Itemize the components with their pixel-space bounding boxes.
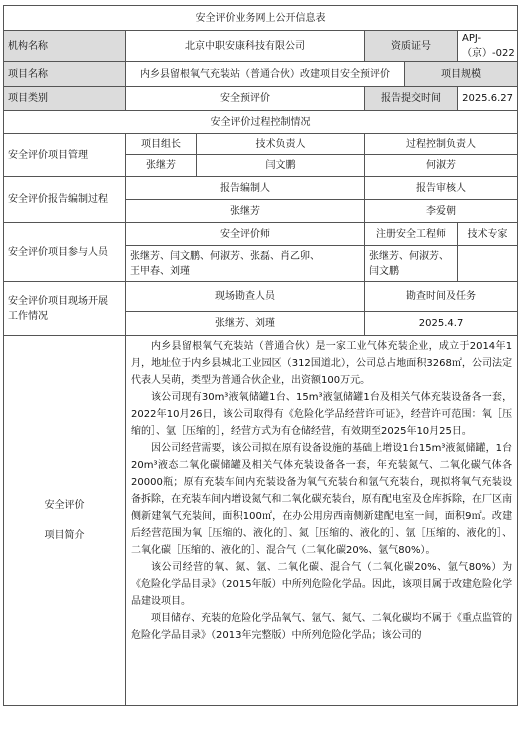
participants-val-engineer <box>365 246 458 282</box>
process-section-title: 安全评价过程控制情况 <box>4 111 518 134</box>
project-type-label: 项目类别 <box>4 87 126 111</box>
report-col-reviewer: 报告审核人 <box>365 177 518 200</box>
intro-paragraph: 该公司现有30m³液氧储罐1台、15m³液氩储罐1台及相关气体充装设备各一套，2022年10月26日，该公司取得有《危险化学品经营许可证》，经营许可范围：氧［压缩的］、氩［压缩的］，经营方式为有仓储经营，有效期至2025年10月25日。 <box>131 392 513 437</box>
report-val-writer: 张继芳 <box>126 200 365 223</box>
management-val-leader: 张继芳 <box>126 155 197 177</box>
participants-label: 安全评价项目参与人员 <box>4 223 126 282</box>
management-val-process: 何淑芳 <box>365 155 518 177</box>
participants-val-expert <box>458 246 518 282</box>
intro-label <box>4 336 126 706</box>
report-col-writer: 报告编制人 <box>126 177 365 200</box>
org-label: 机构名称 <box>4 31 126 62</box>
site-label-line2: 工作情况 <box>8 310 48 322</box>
submit-time-label: 报告提交时间 <box>365 87 458 111</box>
report-val-reviewer: 李爱朝 <box>365 200 518 223</box>
project-scale-label: 项目规模 <box>405 62 518 87</box>
participants-val-evaluator <box>126 246 365 282</box>
intro-paragraph: 该公司经营的氧、氮、氩、二氧化碳、混合气（二氧化碳20%、氩气80%）为《危险化学品目录》（2015年版）中所列危险化学品。因此，该项目属于改建危险化学品建设项目。 <box>131 562 513 607</box>
table-title: 安全评价业务网上公开信息表 <box>4 6 518 31</box>
site-label <box>4 282 126 336</box>
management-col-process: 过程控制负责人 <box>365 134 518 155</box>
management-label: 安全评价项目管理 <box>4 134 126 177</box>
intro-label-line2: 项目简介 <box>44 530 85 541</box>
disclosure-table <box>3 5 518 706</box>
participants-val-evaluator-line2: 王甲春、刘瑾 <box>130 265 190 277</box>
cert-label: 资质证号 <box>365 31 458 62</box>
participants-col-evaluator: 安全评价师 <box>126 223 365 246</box>
intro-paragraph: 内乡县留根氧气充装站（普通合伙）是一家工业气体充装企业，成立于2014年1月，地址位于内乡县城北工业园区（312国道北），公司总占地面积3268㎡，公司法定代表人吴萌，类型为普通合伙企业，出资额100万元。 <box>131 341 513 386</box>
project-type-value: 安全预评价 <box>126 87 365 111</box>
site-label-line1: 安全评价项目现场开展 <box>8 295 108 307</box>
participants-val-evaluator-line1: 张继芳、闫文鹏、何淑芳、张磊、肖乙卯、 <box>130 250 320 262</box>
participants-val-engineer-line1: 张继芳、何淑芳、 <box>369 250 449 262</box>
management-col-leader: 项目组长 <box>126 134 197 155</box>
org-value: 北京中职安康科技有限公司 <box>126 31 365 62</box>
management-col-tech: 技术负责人 <box>197 134 365 155</box>
participants-col-expert: 技术专家 <box>458 223 518 246</box>
intro-label-line1: 安全评价 <box>44 500 85 511</box>
participants-val-engineer-line2: 闫文鹏 <box>369 265 399 277</box>
intro-paragraph: 因公司经营需要，该公司拟在原有设备设施的基础上增设1台15m³液氮储罐，1台20m³液态二氧化碳储罐及相关气体充装设备各一套，年充装氮气、二氧化碳气体各20000瓶；原有充装车间内充装设备为氧气充装台和氩气充装台，现拟将氧气充装设备拆除，在充装车间内增设氮气和二氧化碳充装台，原有配电室及仓库拆除，在厂区南侧新建氧气充装间，面积100㎡，在办公用房西南侧新建配电室一间，面积9㎡。改建后经营范围为氧［压缩的、液化的］、氮［压缩的、液化的］、氩［压缩的、液化的］、二氧化碳［压缩的、液化的］、混合气（二氧化碳20%、氩气80%）。 <box>131 443 513 556</box>
site-val-inspectors: 张继芳、刘瑾 <box>126 312 365 336</box>
cert-value: APJ-（京）-022 <box>458 31 518 62</box>
management-val-tech: 闫文鹏 <box>197 155 365 177</box>
project-name-value: 内乡县留根氧气充装站（普通合伙）改建项目安全预评价 <box>126 62 405 87</box>
submit-time-value: 2025.6.27 <box>458 87 518 111</box>
project-name-label: 项目名称 <box>4 62 126 87</box>
site-val-time: 2025.4.7 <box>365 312 518 336</box>
report-label: 安全评价报告编制过程 <box>4 177 126 223</box>
site-col-time: 勘查时间及任务 <box>365 282 518 312</box>
intro-text <box>126 336 518 706</box>
site-col-inspectors: 现场勘查人员 <box>126 282 365 312</box>
intro-paragraph: 项目储存、充装的危险化学品氧气、氩气、氮气、二氧化碳均不属于《重点监管的危险化学品目录》（2013年完整版）中所列危险化学品；该公司的 <box>131 613 513 641</box>
participants-col-engineer: 注册安全工程师 <box>365 223 458 246</box>
